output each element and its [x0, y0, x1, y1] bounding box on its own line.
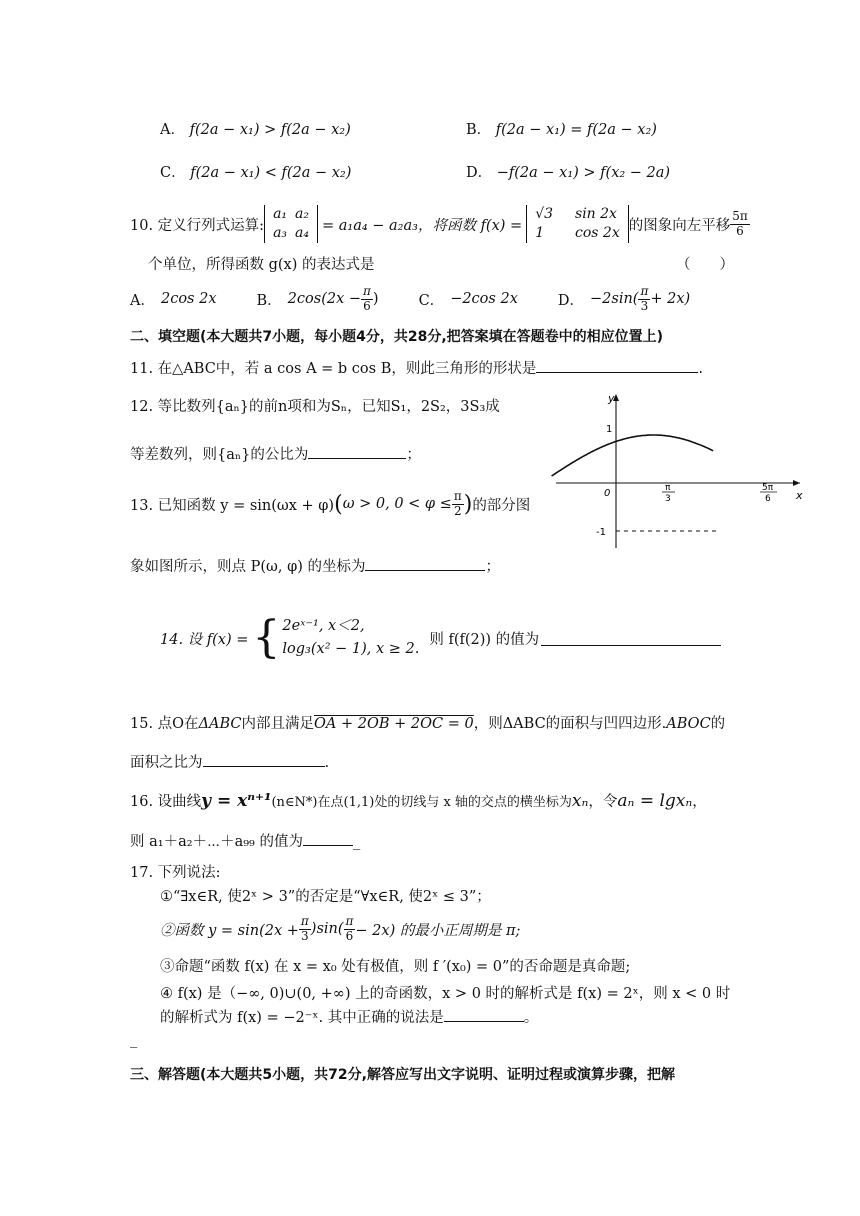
option-expr: −f(2a − x₁) > f(x₂ − 2a) [496, 165, 671, 181]
option-expr: 2cos 2x [160, 291, 217, 307]
q16-end: _ [352, 834, 361, 850]
q10-line1 [130, 200, 750, 248]
q16-an: aₙ = lgxₙ [617, 791, 693, 811]
y-tick-1: 1 [606, 424, 613, 435]
q10-lead: 10. 定义行列式运算: [130, 217, 265, 234]
q17-statement-4-line2 [160, 1006, 538, 1027]
fraction-denominator: 3 [640, 298, 649, 313]
q10-equation: = a₁a₄ − a₂a₃，将函数 f(x) = [322, 217, 523, 234]
q15-text: ，则ΔABC的面积与凹四边形. [473, 716, 667, 732]
fraction-denominator: 3 [301, 928, 309, 943]
det-cell: a₂ [295, 206, 309, 223]
q12-text: 等差数列，则{aₙ}的公比为 [130, 447, 309, 463]
option-expr: f(2a − x₁) = f(2a − x₂) [495, 122, 657, 138]
fraction-numerator: π [345, 914, 354, 929]
case-2: log₃(x² − 1), x ≥ 2. [282, 641, 420, 657]
y-axis-label: y [608, 392, 615, 405]
q9-option-a [160, 118, 351, 139]
q9-option-c [160, 161, 351, 182]
case-1: 2eˣ⁻¹, x＜2, [282, 617, 365, 634]
origin-label: 0 [604, 488, 611, 499]
answer-blank[interactable] [541, 631, 721, 646]
determinant-definition [264, 205, 318, 243]
answer-blank[interactable] [203, 752, 325, 767]
option-expr: −2cos 2x [450, 291, 518, 307]
option-expr: f(2a − x₁) < f(2a − x₂) [190, 165, 352, 181]
q14 [160, 610, 721, 666]
q13-end: ； [485, 559, 500, 575]
section-heading-solutions: 三、解答题(本大题共5小题，共72分,解答应写出文字说明、证明过程或演算步骤，把解 [130, 1067, 675, 1083]
q14-tail: 则 f(f(2)) 的值为 [429, 631, 540, 648]
fraction-denominator: 2 [453, 503, 462, 518]
q15-text: 内部且满足 [241, 716, 315, 732]
option-letter: C． [160, 165, 186, 181]
q15-text: 的 [710, 716, 726, 732]
fraction-denominator: 6 [363, 298, 371, 313]
sine-graph [548, 388, 810, 552]
q13-tail: 的部分图 [472, 497, 531, 514]
answer-blank[interactable] [303, 831, 353, 846]
q14-lead: 14. 设 f(x) = [160, 631, 249, 648]
q16-text: 则 a₁＋a₂＋⋯＋a₉₉ 的值为 [130, 834, 303, 850]
x-tick-5pi6-denominator: 6 [765, 494, 771, 504]
option-letter: A． [130, 292, 155, 309]
answer-blank[interactable] [536, 358, 698, 373]
stray-mark: _ [130, 1032, 138, 1048]
fraction-denominator: 6 [345, 928, 354, 943]
option-letter: D． [466, 165, 493, 181]
option-letter: B． [466, 122, 492, 138]
x-tick-5pi6-numerator: 5π [762, 483, 774, 493]
q17-statement-2 [160, 912, 520, 946]
fraction-numerator: π [300, 914, 309, 929]
q11-end: . [698, 361, 703, 377]
q16-curve: y = xⁿ⁺¹ [201, 791, 272, 811]
shift-fraction [730, 210, 750, 237]
fraction-numerator: π [453, 489, 462, 504]
option-letter: D． [557, 292, 585, 309]
q10-line2 [148, 253, 375, 274]
q15-line2 [130, 751, 329, 772]
x-axis-arrow-icon [793, 480, 800, 486]
answer-blank[interactable] [444, 1007, 524, 1022]
q16-line2 [130, 830, 360, 851]
det-cell: cos 2x [575, 225, 620, 241]
condition-fraction [452, 490, 464, 517]
x-tick-pi3-denominator: 3 [665, 494, 671, 504]
statement-fraction [344, 915, 356, 942]
q17-statement-3: ③命题“函数 f(x) 在 x = x₀ 处有极值，则 f ′(x₀) = 0”的否命题是真命题; [160, 959, 631, 975]
q13-function: 13. 已知函数 y = sin(ωx + φ) [130, 497, 335, 514]
fraction-numerator: π [640, 284, 649, 299]
q11 [130, 357, 703, 378]
determinant-function [526, 205, 629, 243]
q12-line1: 12. 等比数列{aₙ}的前n项和为Sₙ，已知S₁，2S₂，3S₃成 [130, 399, 500, 415]
paren-open: ( [334, 491, 343, 517]
paren-close: ) [463, 491, 473, 517]
q9-option-d [466, 161, 670, 182]
q10-line2-text: 个单位，所得函数 g(x) 的表达式是 [148, 257, 375, 273]
q13-line2 [130, 555, 500, 576]
q16-line1 [130, 790, 707, 811]
q16-text: (n∈N*)在点(1,1)处的切线与 x 轴的交点的横坐标为 [271, 795, 572, 810]
det-cell: a₄ [295, 225, 309, 241]
q16-xn: xₙ [571, 791, 589, 811]
q13-condition: ω > 0, 0 < φ ≤ [342, 496, 452, 512]
option-letter: C． [418, 292, 445, 309]
q16-text: ， [692, 794, 707, 810]
x-tick-pi3-numerator: π [665, 483, 671, 493]
sine-curve [552, 435, 714, 476]
option-fraction [361, 285, 373, 312]
det-cell: 1 [535, 225, 545, 241]
q17-text: 的解析式为 f(x) = −2⁻ˣ. 其中正确的说法是 [160, 1010, 444, 1026]
q13-text: 象如图所示，则点 P(ω, φ) 的坐标为 [130, 559, 366, 575]
x-axis-label: x [796, 489, 803, 502]
option-letter: A． [160, 122, 185, 138]
q10-tail: 的图象向左平移 [628, 217, 731, 234]
option-expr: 2cos(2x − [287, 291, 362, 307]
q11-text: 11. 在△ABC中，若 a cos A = b cos B，则此三角形的形状是 [130, 361, 537, 377]
fraction-denominator: 6 [736, 223, 744, 238]
det-cell: a₁ [273, 206, 288, 223]
q15-quadrilateral: ABOC [666, 716, 711, 732]
fraction-numerator: 5π [732, 209, 748, 224]
y-tick-minus-1: -1 [596, 527, 606, 538]
option-fraction [638, 285, 650, 312]
q17-statement-4-line1: ④ f(x) 是（−∞, 0)∪(0, +∞) 上的奇函数，x > 0 时的解析式是 f(x) = 2ˣ，则 x < 0 时 [160, 986, 731, 1002]
option-expr: f(2a − x₁) > f(2a − x₂) [189, 122, 351, 138]
answer-blank[interactable] [308, 444, 406, 459]
q17-text: ②函数 y = sin(2x + [160, 922, 299, 939]
q15-triangle: ΔABC [198, 716, 242, 732]
option-expr: ) [372, 291, 379, 307]
q16-text: ，令 [588, 794, 618, 810]
q17-text: )sin( [310, 921, 344, 937]
det-cell: a₃ [273, 225, 288, 241]
q9-option-b [466, 118, 657, 139]
det-cell: sin 2x [575, 206, 617, 223]
q12-line2 [130, 443, 421, 464]
q15-vector-equation: OA + 2OB + 2OC = 0 [314, 716, 474, 732]
option-expr: −2sin( [590, 291, 639, 307]
q15-line1 [130, 712, 725, 733]
q10-answer-paren [676, 253, 734, 274]
det-cell: √3 [535, 206, 554, 223]
answer-blank[interactable] [365, 556, 485, 571]
option-letter: B． [256, 292, 282, 309]
q16-text: 16. 设曲线 [130, 794, 202, 810]
q13-line1 [130, 482, 530, 526]
option-expr: + 2x) [650, 291, 691, 307]
q17-statement-1: ①“∃x∈R, 使2ˣ > 3”的否定是“∀x∈R, 使2ˣ ≤ 3”； [160, 889, 491, 905]
q10-options [130, 283, 690, 315]
fraction-numerator: π [363, 284, 371, 299]
q17-end: 。 [523, 1010, 539, 1026]
answer-paren: （ ） [676, 257, 734, 273]
q15-end: . [324, 755, 330, 771]
piecewise-cases [282, 615, 419, 661]
q15-text: 面积之比为 [130, 755, 203, 771]
q17-lead: 17. 下列说法: [130, 865, 221, 881]
q12-end: ； [406, 447, 421, 463]
q15-text: 15. 点O在 [130, 716, 199, 732]
brace-icon: { [252, 612, 281, 663]
section-heading-fill-in: 二、填空题(本大题共7小题，每小题4分，共28分,把答案填在答题卷中的相应位置上) [130, 329, 664, 345]
statement-fraction [299, 915, 311, 942]
q17-text: − 2x) 的最小正周期是 π; [355, 922, 521, 939]
